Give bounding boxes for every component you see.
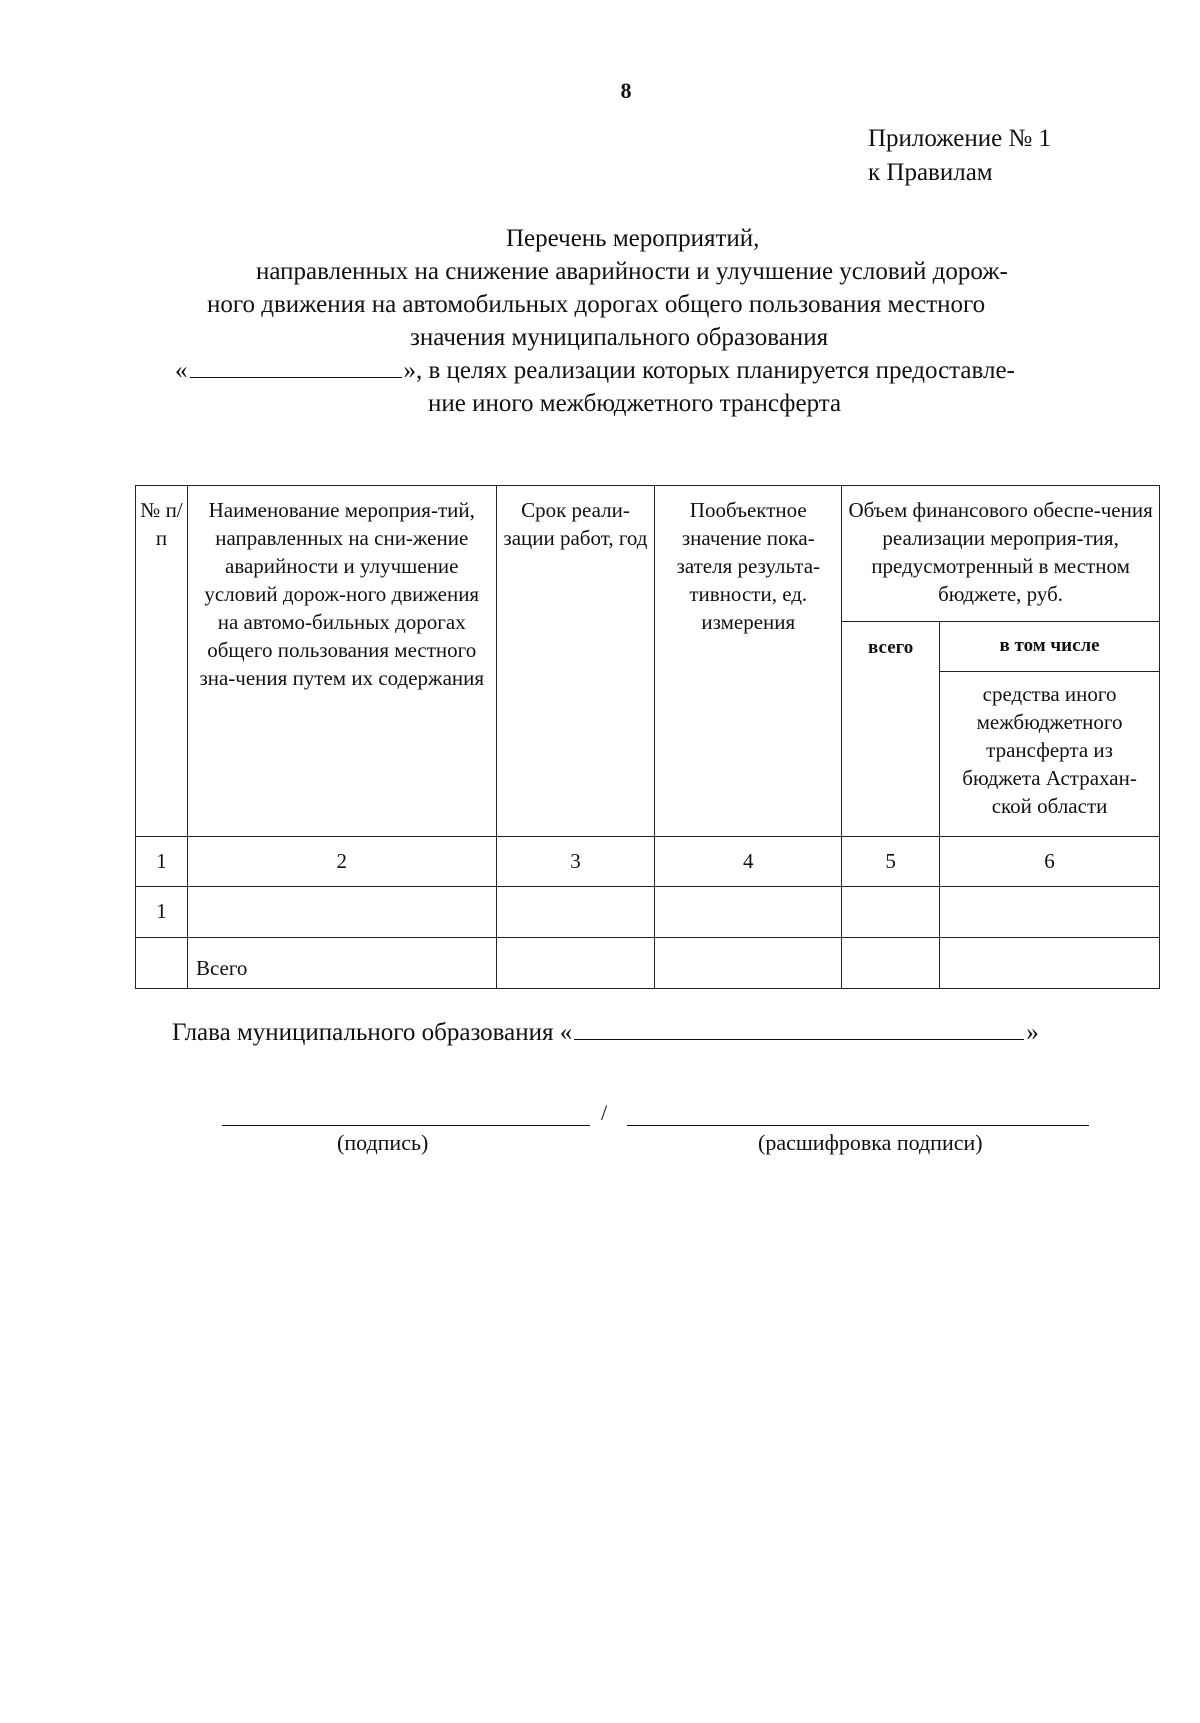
header-term: Срок реали-зации работ, год [496, 486, 655, 837]
row-indicator [655, 887, 842, 938]
head-of-municipality-line [172, 1015, 1039, 1047]
title-line-1: Перечень мероприятий, [506, 225, 760, 252]
quote-open: « [175, 357, 188, 384]
row-indicator [655, 938, 842, 989]
row-term [496, 887, 655, 938]
table-row-total [136, 938, 1160, 989]
signature-separator: / [601, 1100, 608, 1125]
title-line-3: ного движения на автомобильных дорогах общего пользования местного [207, 291, 986, 318]
column-number: 5 [842, 837, 940, 887]
title-line-2: направленных на снижение аварийности и улучшение условий дорож- [256, 258, 1008, 285]
signature-caption: (подпись) [337, 1130, 429, 1155]
page-number: 8 [620, 78, 632, 103]
column-number: 6 [940, 837, 1160, 887]
appendix-to-rules: к Правилам [868, 159, 993, 186]
municipality-blank [190, 355, 402, 378]
column-number: 3 [496, 837, 655, 887]
table-row [136, 887, 1160, 938]
header-num: № п/п [136, 486, 188, 837]
header-total: всего [842, 622, 940, 837]
row-num: 1 [136, 887, 188, 938]
column-number: 1 [136, 837, 188, 887]
row-num [136, 938, 188, 989]
header-funding-volume: Объем финансового обеспе-чения реализации мероприя-тия, предусмотренный в местном бюджете, руб. [842, 486, 1160, 622]
measures-table [135, 485, 1160, 989]
title-line-5 [175, 354, 1015, 387]
row-total [842, 887, 940, 938]
row-transfer [940, 887, 1160, 938]
signature-decode-line [627, 1125, 1089, 1126]
header-indicator: Пообъектное значение пока-зателя результа-тивности, ед. измерения [655, 486, 842, 837]
table-header-row [136, 486, 1160, 622]
column-number: 4 [655, 837, 842, 887]
signature-line [222, 1125, 590, 1126]
head-label: Глава муниципального образования « [172, 1019, 573, 1046]
header-including: в том числе [940, 622, 1160, 672]
appendix-reference [868, 122, 1051, 190]
column-numbers-row [136, 837, 1160, 887]
header-transfer-funds: средства иного межбюджетного трансферта из бюджета Астрахан-ской области [940, 672, 1160, 837]
title-line-4: значения муниципального образования [410, 324, 829, 351]
column-number: 2 [187, 837, 496, 887]
municipality-name-blank [574, 1015, 1024, 1040]
row-measure-name [187, 887, 496, 938]
title-line-5-text: », в целях реализации которых планируется предоставле- [403, 357, 1015, 384]
row-measure-name: Всего [187, 938, 496, 989]
appendix-number: Приложение № 1 [868, 125, 1052, 152]
header-measure-name: Наименование мероприя-тий, направленных на сни-жение аварийности и улучшение условий дорож-ного движения на автомо-бильных дорогах общего пользования местного зна-чения путем их содержания [187, 486, 496, 837]
title-line-6: ние иного межбюджетного трансферта [428, 390, 842, 417]
row-total [842, 938, 940, 989]
head-quote-close: » [1026, 1019, 1039, 1046]
signature-decode-caption: (расшифровка подписи) [758, 1130, 983, 1155]
row-transfer [940, 938, 1160, 989]
row-term [496, 938, 655, 989]
